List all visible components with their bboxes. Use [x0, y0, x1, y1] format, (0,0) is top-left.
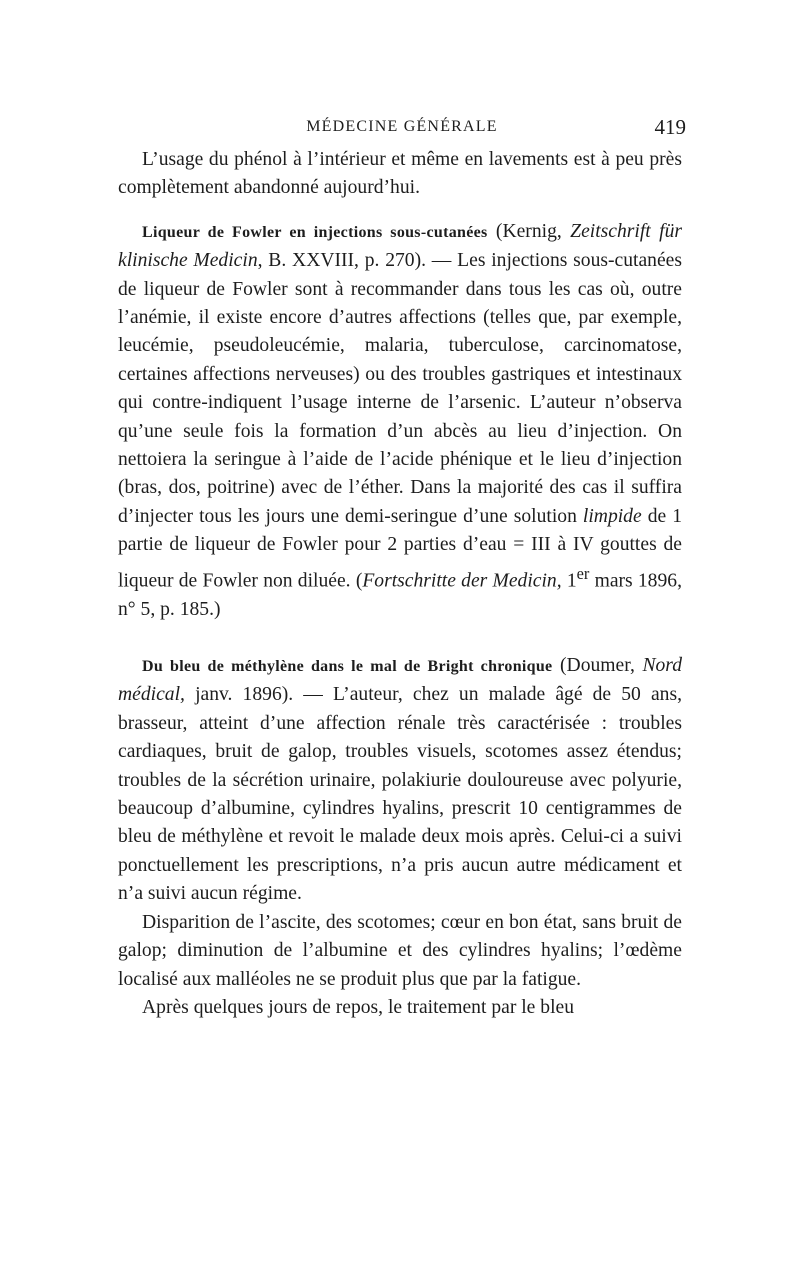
fowler-author: (Kernig, [487, 220, 571, 242]
fowler-date-pre: 1 [561, 570, 577, 592]
running-head [118, 114, 686, 140]
fowler-date-superscript: er [576, 563, 590, 583]
bright-paragraph-2: Disparition de l’ascite, des scotomes; cœur en bon état, sans bruit de galop; diminution de l’albumine et des cylindres hyalins; l’œdème localisé aux malléoles ne se produit plus que par la fatigue. [118, 911, 682, 990]
fowler-heading: Liqueur de Fowler en injections sous-cutanées [142, 223, 488, 241]
bright-heading: Du bleu de méthylène dans le mal de Bright chronique [142, 658, 553, 676]
fowler-source: Fortschritte der Medicin, [362, 570, 562, 592]
bright-author: (Doumer, [552, 655, 643, 677]
running-title: MÉDECINE GÉNÉRALE [306, 118, 498, 135]
fowler-article [118, 218, 682, 624]
fowler-date-post: mars 1896, n° 5, p. 185.) [118, 570, 682, 620]
fowler-journal: Zeitschrift für klinische Medicin [118, 220, 682, 272]
paragraph-phenol: L’usage du phénol à l’intérieur et même en lavements est à peu près complètement abandonné aujourd’hui. [118, 149, 682, 199]
fowler-citation-text: , B. XXVIII, p. 270). — Les injections sous-cutanées de liqueur de Fowler sont à recommander dans tous les cas où, outre l’anémie, il existe encore d’autres affections (telles que, par exemple, leucémie, pseudoleucémie, malaria, tuberculose, carcinomatose, certaines affections nerveuses) ou des troubles gastriques et intestinaux qui contre-indiquent l’usage interne de l’arsenic. L’auteur n’observa qu’une seule fois la formation d’un abcès au lieu d’injection. On nettoiera la seringue à l’aide de l’acide phénique et le lieu d’injection (bras, dos, poitrine) avec de l’éther. Dans la majorité des cas il suffira d’injecter tous les jours une demi-seringue d’une solution [118, 250, 682, 527]
bright-paragraph-3: Après quelques jours de repos, le traitement par le bleu [142, 996, 575, 1018]
page-number: 419 [654, 115, 686, 139]
body-text [118, 146, 682, 1022]
bright-journal: Nord médical, [118, 655, 682, 706]
bright-article [118, 652, 682, 909]
fowler-limpide: limpide [582, 505, 642, 527]
bright-text: janv. 1896). — L’auteur, chez un malade âgé de 50 ans, brasseur, atteint d’une affection rénale très caractérisée : troubles cardiaques, bruit de galop, troubles visuels, scotomes assez étendus; troubles de la sécrétion urinaire, polakiurie douloureuse avec polyurie, beaucoup d’albumine, cylindres hyalins, prescrit 10 centigrammes de bleu de méthylène et revoit le malade deux mois après. Celui-ci a suivi ponctuellement les prescriptions, n’a pris aucun autre médicament et n’a suivi aucun régime. [118, 684, 682, 905]
fowler-dosage-text: de 1 partie de liqueur de Fowler pour 2 parties d’eau = III à IV gouttes de liqueur de Fowler non diluée. ( [118, 505, 682, 592]
